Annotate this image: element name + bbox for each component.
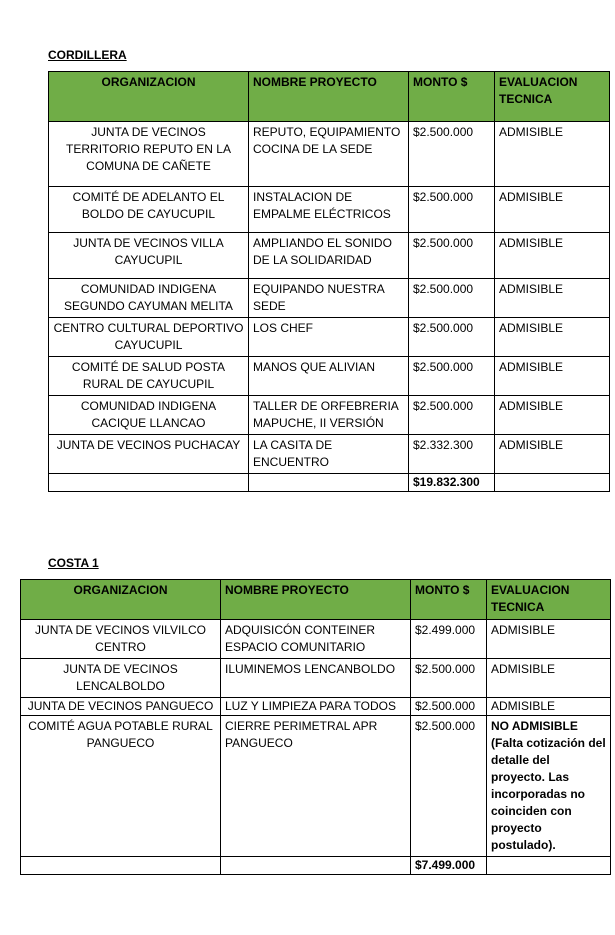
org-cell: COMITÉ DE SALUD POSTA RURAL DE CAYUCUPIL [49, 357, 249, 396]
project-cell: LA CASITA DE ENCUENTRO [249, 435, 409, 474]
project-cell: ILUMINEMOS LENCANBOLDO [221, 659, 411, 698]
org-cell: JUNTA DE VECINOS VILLA CAYUCUPIL [49, 233, 249, 279]
section-title-cordillera: CORDILLERA [48, 48, 127, 62]
amount-cell: $2.500.000 [409, 187, 495, 233]
table-row [49, 318, 610, 357]
costa1-table [20, 579, 611, 875]
header-monto: MONTO $ [411, 580, 487, 620]
empty-cell [221, 857, 411, 875]
project-cell: EQUIPANDO NUESTRA SEDE [249, 279, 409, 318]
header-monto: MONTO $ [409, 72, 495, 122]
org-cell: COMITÉ AGUA POTABLE RURAL PANGUECO [21, 716, 221, 857]
eval-cell: ADMISIBLE [495, 187, 610, 233]
project-cell: REPUTO, EQUIPAMIENTO COCINA DE LA SEDE [249, 122, 409, 187]
project-cell: TALLER DE ORFEBRERIA MAPUCHE, II VERSIÓN [249, 396, 409, 435]
project-cell: AMPLIANDO EL SONIDO DE LA SOLIDARIDAD [249, 233, 409, 279]
org-cell: CENTRO CULTURAL DEPORTIVO CAYUCUPIL [49, 318, 249, 357]
table-row [21, 620, 611, 659]
project-cell: ADQUISICÓN CONTEINER ESPACIO COMUNITARIO [221, 620, 411, 659]
eval-cell: ADMISIBLE [495, 318, 610, 357]
eval-cell: ADMISIBLE [487, 659, 611, 698]
header-nombre-proyecto: NOMBRE PROYECTO [249, 72, 409, 122]
eval-cell: ADMISIBLE [495, 233, 610, 279]
amount-cell: $2.500.000 [411, 716, 487, 857]
header-nombre-proyecto: NOMBRE PROYECTO [221, 580, 411, 620]
eval-cell: ADMISIBLE [487, 698, 611, 716]
table-row [21, 659, 611, 698]
amount-cell: $2.500.000 [411, 659, 487, 698]
table-row [49, 187, 610, 233]
amount-cell: $2.500.000 [409, 279, 495, 318]
header-evaluacion: EVALUACION TECNICA [487, 580, 611, 620]
project-cell: LUZ Y LIMPIEZA PARA TODOS [221, 698, 411, 716]
table-row [49, 357, 610, 396]
empty-cell [21, 857, 221, 875]
total-row [21, 857, 611, 875]
empty-cell [495, 474, 610, 492]
amount-cell: $2.500.000 [409, 233, 495, 279]
amount-cell: $2.500.000 [411, 698, 487, 716]
amount-cell: $2.499.000 [411, 620, 487, 659]
org-cell: COMUNIDAD INDIGENA CACIQUE LLANCAO [49, 396, 249, 435]
table-row [21, 716, 611, 857]
total-amount: $7.499.000 [411, 857, 487, 875]
table-row [49, 233, 610, 279]
empty-cell [249, 474, 409, 492]
table-row [49, 435, 610, 474]
header-organizacion: ORGANIZACION [21, 580, 221, 620]
table-row [49, 396, 610, 435]
empty-cell [487, 857, 611, 875]
amount-cell: $2.500.000 [409, 396, 495, 435]
amount-cell: $2.332.300 [409, 435, 495, 474]
eval-cell: ADMISIBLE [495, 357, 610, 396]
org-cell: JUNTA DE VECINOS VILVILCO CENTRO [21, 620, 221, 659]
eval-cell: ADMISIBLE [495, 122, 610, 187]
eval-cell: NO ADMISIBLE (Falta cotización del detalle del proyecto. Las incorporadas no coinciden con proyecto postulado). [487, 716, 611, 857]
cordillera-table [48, 71, 610, 492]
org-cell: JUNTA DE VECINOS LENCALBOLDO [21, 659, 221, 698]
amount-cell: $2.500.000 [409, 357, 495, 396]
table-row [49, 279, 610, 318]
project-cell: CIERRE PERIMETRAL APR PANGUECO [221, 716, 411, 857]
eval-cell: ADMISIBLE [495, 279, 610, 318]
eval-cell: ADMISIBLE [487, 620, 611, 659]
total-amount: $19.832.300 [409, 474, 495, 492]
project-cell: LOS CHEF [249, 318, 409, 357]
amount-cell: $2.500.000 [409, 122, 495, 187]
org-cell: JUNTA DE VECINOS PANGUECO [21, 698, 221, 716]
total-row [49, 474, 610, 492]
org-cell: JUNTA DE VECINOS PUCHACAY [49, 435, 249, 474]
org-cell: COMUNIDAD INDIGENA SEGUNDO CAYUMAN MELITA [49, 279, 249, 318]
project-cell: MANOS QUE ALIVIAN [249, 357, 409, 396]
eval-cell: ADMISIBLE [495, 435, 610, 474]
project-cell: INSTALACION DE EMPALME ELÉCTRICOS [249, 187, 409, 233]
header-evaluacion: EVALUACION TECNICA [495, 72, 610, 122]
eval-cell: ADMISIBLE [495, 396, 610, 435]
empty-cell [49, 474, 249, 492]
table-row [21, 698, 611, 716]
header-organizacion: ORGANIZACION [49, 72, 249, 122]
org-cell: COMITÉ DE ADELANTO EL BOLDO DE CAYUCUPIL [49, 187, 249, 233]
org-cell: JUNTA DE VECINOS TERRITORIO REPUTO EN LA COMUNA DE CAÑETE [49, 122, 249, 187]
table-row [49, 122, 610, 187]
amount-cell: $2.500.000 [409, 318, 495, 357]
section-title-costa-1: COSTA 1 [48, 556, 99, 570]
